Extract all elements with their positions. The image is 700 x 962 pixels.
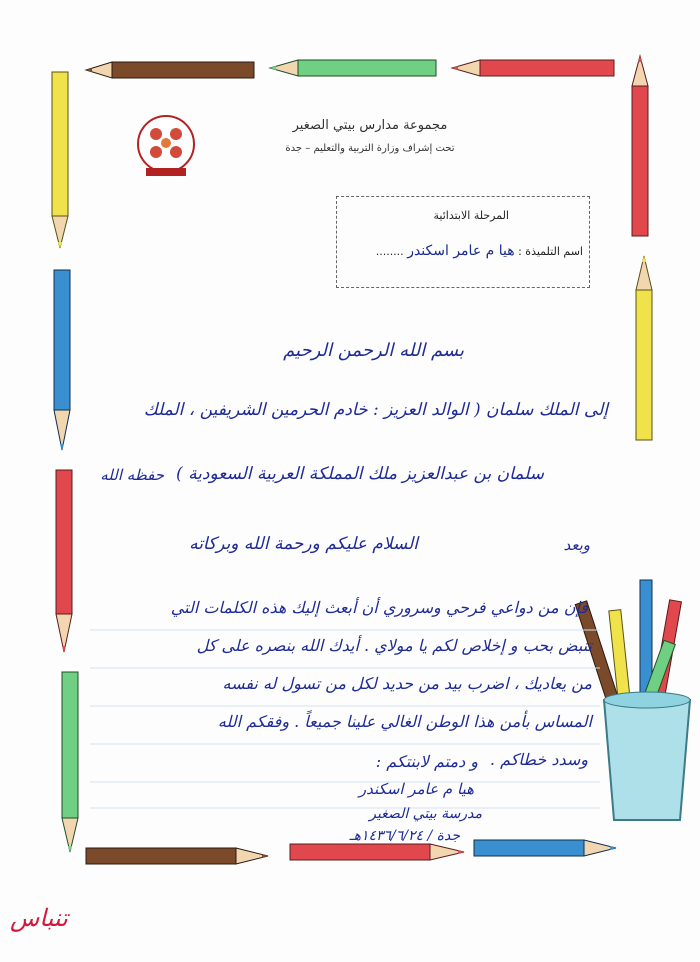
letter-line-1: إلى الملك سلمان ( الوالد العزيز : خادم الحرمين الشريفين ، الملك — [143, 400, 608, 420]
letter-line-2b: حفظه الله — [100, 466, 164, 484]
student-row — [376, 243, 583, 259]
signature-date: جدة / ١٤٣٦/٦/٢٤هـ — [349, 828, 460, 844]
basmala: بسم الله الرحمن الرحيم — [283, 340, 464, 361]
pencil-top-2-icon — [270, 60, 436, 76]
pencil-left-2-icon — [54, 270, 70, 450]
watermark-logo: تنباس — [10, 904, 68, 932]
body-line-3: من يعاديك ، اضرب بيد من حديد لكل من تسول له نفسه — [222, 674, 592, 693]
school-header — [240, 118, 500, 154]
closing: و دمتم لابنتكم : — [375, 752, 478, 771]
pencil-cup-icon — [575, 580, 690, 820]
school-name: مجموعة مدارس بيتي الصغير — [292, 118, 448, 133]
pencil-left-3-icon — [56, 470, 72, 652]
dots: ........ — [375, 245, 404, 258]
student-name: هيا م عامر اسكندر — [407, 243, 515, 259]
letter-line-2a: سلمان بن عبدالعزيز ملك المملكة العربية السعودية ) — [176, 464, 544, 484]
pencil-bottom-3-icon — [474, 840, 616, 856]
pencil-top-1-icon — [86, 62, 254, 78]
body-line-4: المساس بأمن هذا الوطن الغالي علينا جميعاً . وفقكم الله — [217, 712, 592, 731]
wa-baad: وبعد — [563, 536, 590, 554]
pencil-left-4-icon — [62, 672, 78, 852]
greeting: السلام عليكم ورحمة الله وبركاته — [189, 534, 418, 554]
body-line-5: وسدد خطاكم . — [489, 750, 588, 769]
pencil-bottom-1-icon — [86, 848, 268, 864]
stage-label: المرحلة الابتدائية — [433, 209, 509, 222]
pencil-right-1-icon — [632, 56, 648, 236]
signature-school: مدرسة بيتي الصغير — [369, 806, 482, 822]
pencil-right-2-icon — [636, 256, 652, 440]
signature-name: هيا م عامر اسكندر — [358, 780, 474, 798]
body-line-1: فإن من دواعي فرحي وسروري أن أبعث إليك هذه الكلمات التي — [170, 598, 588, 617]
supervision-line: تحت إشراف وزارة التربية والتعليم – جدة — [285, 143, 455, 154]
student-info-box — [336, 196, 590, 288]
body-line-2: تنبض بحب و إخلاص لكم يا مولاي . أيدك الله بنصره على كل — [196, 636, 592, 655]
pencil-left-1-icon — [52, 72, 68, 248]
pencil-bottom-2-icon — [290, 844, 464, 860]
student-label: اسم التلميذة : — [518, 245, 583, 258]
school-logo-icon — [138, 116, 194, 176]
pencil-top-3-icon — [452, 60, 614, 76]
